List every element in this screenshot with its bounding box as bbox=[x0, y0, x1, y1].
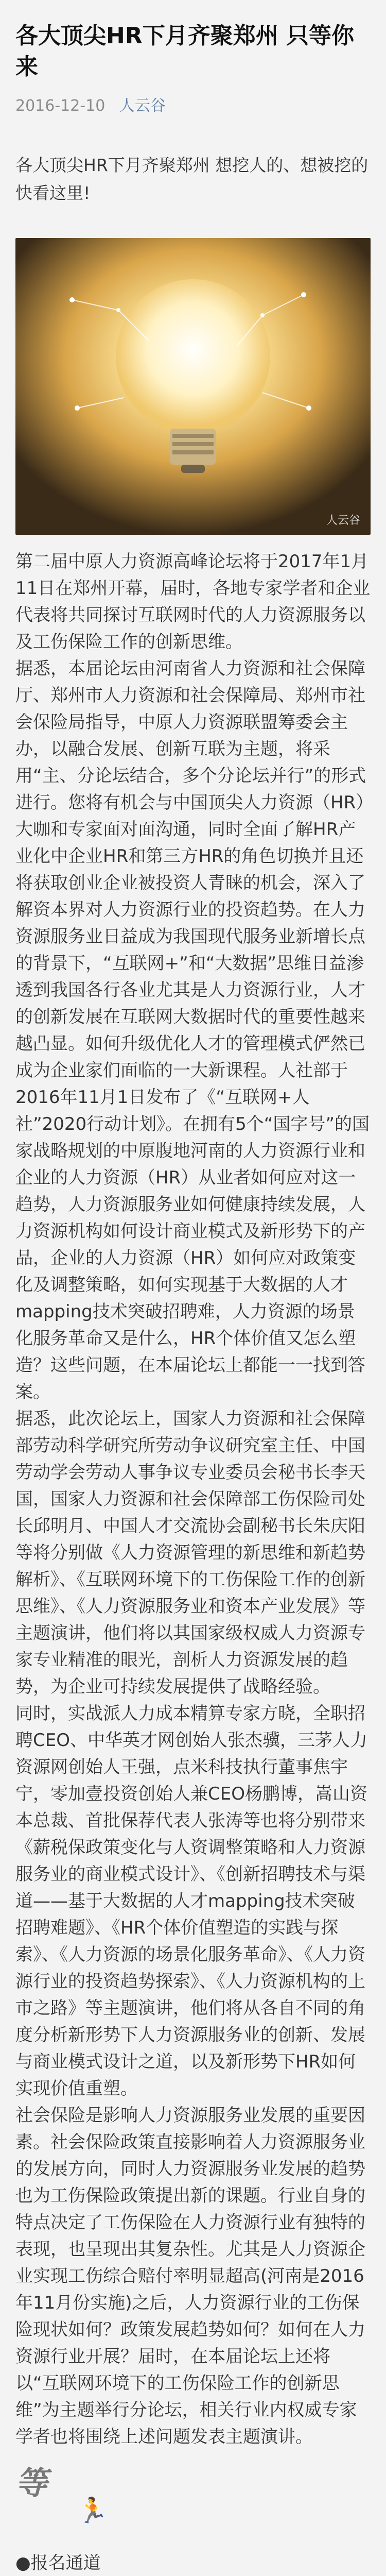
hero-watermark: 人云谷 bbox=[326, 514, 360, 527]
article-paragraph: 社会保险是影响人力资源服务业发展的重要因素。社会保险政策直接影响着人力资源服务业的发展方向，同时人力资源服务业发展的趋势也为工伤保险政策提出新的课题。行业自身的特点决定了工伤保险在人力资源行业有独特的表现，也呈现出其复杂性。尤其是人力资源企业实现工伤综合赔付率明显超高(河南是2016年11月份实施)之后，人力资源行业的工伤保险现状如何？政策发展趋势如何？如何在人力资源行业开展？届时，在本届论坛上还将以“互联网环境下的工伤保险工作的创新思维”为主题举行分论坛，相关行业内权威专家学者也将围绕上述问题发表主题演讲。 bbox=[15, 2105, 365, 2447]
article-paragraph: 第二届中原人力资源高峰论坛将于2017年1月11日在郑州开幕，届时，各地专家学者和企业代表将共同探讨互联网时代的人力资源服务以及工伤保险工作的创新思维。 bbox=[15, 551, 371, 652]
lightbulb-hero-illustration bbox=[15, 238, 371, 535]
hero-image bbox=[15, 238, 371, 535]
running-figure-icon: 🏃 bbox=[77, 2496, 108, 2525]
article-intro: 各大顶尖HR下月齐聚郑州 想挖人的、想被挖的快看这里! bbox=[15, 155, 369, 203]
article-paragraph: 同时，实战派人力成本精算专家方晓，全职招聘CEO、中华英才网创始人张杰骥，三茅人力资源网创始人王强，点米科技执行董事焦宇宁，零加壹投资创始人兼CEO杨鹏博，嵩山资本总裁、首批保荐代表人张涛等也将分别带来《薪税保政策变化与人资调整策略和人力资源服务业的商业模式设计》、《创新招聘技术与渠道——基于大数据的人才mapping技术突破招聘难题》、《HR个体价值塑造的实践与探索》、《人力资源的场景化服务革命》、《人力资源行业的投资趋势探索》、《人力资源机构的上市之路》等主题演讲，他们将从各自不同的角度分析新形势下人力资源服务业的创新、发展与商业模式设计之道，以及新形势下HR如何实现价值重塑。 bbox=[15, 1703, 367, 2099]
article-paragraph: 据悉，此次论坛上，国家人力资源和社会保障部劳动科学研究所劳动争议研究室主任、中国劳动学会劳动人事争议专业委员会秘书长李天国，国家人力资源和社会保障部工伤保险司处长邱明月、中国人才交流协会副秘书长朱庆阳等将分别做《人力资源管理的新思维和新趋势解析》、《互联网环境下的工伤保险工作的创新思维》、《人力资源服务业和资本产业发展》等主题演讲，他们将以其国家级权威人力资源专家专业精准的眼光，剖析人力资源发展的趋势，为企业可持续发展提供了战略经验。 bbox=[15, 1409, 365, 1697]
signup-heading: ●报名通道 bbox=[15, 2553, 101, 2573]
waiting-illustration bbox=[15, 2463, 371, 2540]
article-author-link[interactable]: 人云谷 bbox=[119, 97, 166, 115]
article-paragraph: 据悉，本届论坛由河南省人力资源和社会保障厅、郑州市人力资源和社会保障局、郑州市社会保险局指导，中原人力资源联盟筹委会主办，以融合发展、创新互联为主题，将采用“主、分论坛结合，多个分论坛并行”的形式进行。您将有机会与中国顶尖人力资源（HR）大咖和专家面对面沟通，同时全面了解HR产业化中企业HR和第三方HR的角色切换并且还将获取创业企业被投资人青睐的机会，深入了解资本界对人力资源行业的投资趋势。在人力资源服务业日益成为我国现代服务业新增长点的背景下，“互联网+”和“大数据”思维日益渗透到我国各行各业尤其是人力资源行业，人才的创新发展在互联网大数据时代的重要性越来越凸显。如何升级优化人才的管理模式俨然已成为企业家们面临的一大新课程。人社部于2016年11月1日发布了《“互联网+人社”2020行动计划》。在拥有5个“国字号”的国家战略规划的中原腹地河南的人力资源行业和企业的人力资源（HR）从业者如何应对这一趋势，人力资源服务业如何健康持续发展，人力资源机构如何设计商业模式及新形势下的产品，企业的人力资源（HR）如何应对政策变化及调整策略，如何实现基于大数据的人才mapping技术突破招聘难，人力资源的场景化服务革命又是什么，HR个体价值又怎么塑造？这些问题，在本届论坛上都能一一找到答案。 bbox=[15, 658, 370, 1402]
article-date: 2016-12-10 bbox=[15, 97, 106, 115]
illustration-caption: 等 bbox=[15, 2464, 50, 2502]
article-meta bbox=[15, 93, 371, 115]
article-body bbox=[15, 548, 371, 2450]
article-title: 各大顶尖HR下月齐聚郑州 只等你来 bbox=[15, 23, 355, 80]
